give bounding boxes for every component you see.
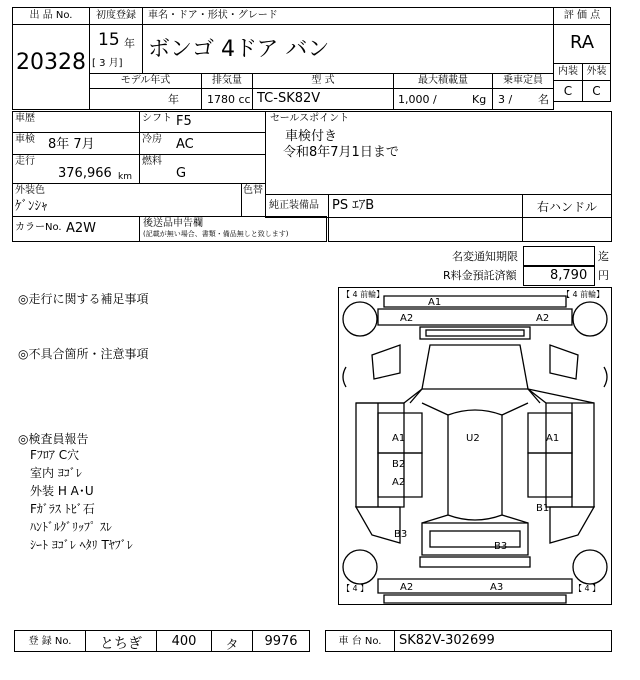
lot-no: 20328 [16, 50, 86, 75]
sales-point-line1: 車検付き [285, 129, 338, 144]
model-label: 型 式 [311, 75, 335, 86]
model-year-unit: 年 [168, 93, 179, 106]
inspector-line: ｼｰﾄ ﾖｺﾞﾚ ﾍﾀﾘ Tﾔﾌﾞﾚ [30, 538, 133, 552]
shift-label: シフト [142, 113, 172, 124]
mark-left-side: A1 [392, 433, 406, 444]
interior-label: 内装 [558, 66, 578, 77]
color-no: A2W [66, 221, 97, 236]
spec-sep-4 [492, 88, 493, 110]
score-label: 評 価 点 [563, 10, 601, 21]
displacement: 1780 cc [207, 93, 251, 106]
sales-point-label: セールスポイント [270, 113, 350, 124]
mark-front-bumper: A1 [428, 297, 442, 308]
capacity-unit: 名 [538, 93, 549, 106]
front-left-corner [372, 345, 400, 379]
exterior-grade: C [592, 84, 601, 98]
capacity-label: 乗車定員 [503, 75, 543, 86]
defects-label: ◎不具合箇所・注意事項 [18, 347, 149, 361]
car-name: ボンゴ 4ドア バン [148, 37, 330, 62]
reg-number: 9976 [264, 634, 298, 649]
handle: 右ハンドル [536, 200, 597, 214]
car-name-label: 車名・ドア・形状・グレード [148, 10, 278, 21]
max-load: 1,000 / [398, 93, 437, 106]
tire-fr-label: 【 4 前輪】 [562, 290, 605, 299]
mileage-unit: km [118, 172, 132, 182]
inspector-line: Fﾌﾛｱ C穴 [30, 448, 80, 462]
tire-rl-label: 【 4 】 [342, 584, 369, 593]
left-body [356, 403, 404, 507]
reg-kana: タ [225, 638, 239, 653]
wheel-rear-right [573, 550, 607, 584]
exterior-color: ｹﾞﾝｼｬ [15, 199, 48, 214]
first-reg-month: [ 3 月] [92, 58, 123, 69]
mark-right-rear-side: B1 [536, 503, 550, 514]
rear-right-quarter [550, 507, 594, 543]
displacement-label: 排気量 [212, 75, 242, 86]
mark-front-left: A2 [400, 313, 414, 324]
fuel: G [176, 166, 187, 181]
mark-left-slide-a: A2 [392, 477, 406, 488]
front-bumper [384, 296, 566, 307]
windshield [422, 345, 528, 389]
color-change-label: 色替 [243, 185, 263, 196]
mark-rear-door: B3 [494, 541, 508, 552]
exterior-color-label: 外装色 [15, 185, 45, 196]
first-reg-label: 初度登録 [96, 10, 136, 21]
capacity: 3 / [498, 93, 513, 106]
name-change-box [523, 246, 595, 266]
mileage: 376,966 [58, 166, 112, 181]
ac: AC [176, 137, 194, 152]
running-notes-label: ◎走行に関する補足事項 [18, 292, 149, 306]
name-change-label: 名変通知期限 [452, 250, 518, 263]
recycle-unit: 円 [598, 269, 609, 282]
inspector-label: ◎検査員報告 [18, 432, 89, 446]
roof [448, 410, 502, 520]
color-no-label: カラーNo. [15, 222, 62, 233]
inspection: 8年 7月 [48, 137, 95, 152]
exterior-label: 外装 [586, 66, 607, 77]
options-blank-1 [328, 217, 523, 242]
mark-left-slide-b: B2 [392, 459, 406, 470]
mark-roof: U2 [466, 433, 480, 444]
mark-front-right: A2 [536, 313, 550, 324]
post-filing-note: (記載が無い場合、書類・備品無しと致します) [143, 230, 289, 238]
wheel-rear-left [343, 550, 377, 584]
reg-class: 400 [171, 634, 197, 649]
right-body [546, 403, 594, 507]
options: PS ｴｱB [332, 198, 375, 213]
reg-pref: とちぎ [100, 636, 142, 652]
lot-label: 出 品 No. [29, 10, 73, 21]
recycle-label: R料金預託済額 [443, 269, 517, 282]
inspection-label: 車検 [15, 134, 35, 145]
history-label: 車歴 [15, 113, 35, 124]
tire-rr-label: 【 4 】 [574, 584, 601, 593]
post-filing-label: 後送品申告欄 [143, 218, 203, 229]
mark-rear-left: A2 [400, 582, 414, 593]
score: RA [569, 32, 595, 53]
options-blank-2 [522, 217, 612, 242]
tire-fl-label: 【 4 前輪】 [342, 290, 385, 299]
wheel-front-right [573, 302, 607, 336]
inspector-line: Fｶﾞﾗｽ ﾄﾋﾞ石 [30, 502, 95, 516]
first-reg-year: 15 [98, 30, 120, 50]
spec-sep-2 [252, 88, 253, 110]
inspector-line: 室内 ﾖｺﾞﾚ [30, 466, 82, 480]
chassis-label: 車 台 No. [338, 636, 382, 647]
inspector-line: 外装 H A･U [30, 484, 94, 498]
model-year-label: モデル年式 [120, 75, 171, 86]
mileage-label: 走行 [15, 156, 35, 167]
reg-label: 登 録 No. [28, 636, 72, 647]
chassis: SK82V-302699 [399, 633, 495, 648]
mark-right-side: A1 [546, 433, 560, 444]
max-load-unit: Kg [472, 93, 487, 106]
wheel-front-left [343, 302, 377, 336]
recycle-value: 8,790 [550, 268, 588, 283]
ac-label: 冷房 [142, 134, 162, 145]
spec-sep-1 [201, 88, 202, 110]
car-diagram [338, 287, 612, 605]
year-unit: 年 [124, 37, 135, 50]
rear-door [422, 523, 528, 555]
fuel-label: 燃料 [142, 156, 162, 167]
front-right-corner [550, 345, 578, 379]
interior-grade: C [563, 84, 573, 98]
name-change-unit: 迄 [598, 250, 609, 263]
mark-left-rear: B3 [394, 529, 408, 540]
inspector-line: ﾊﾝﾄﾞﾙｸﾞﾘｯﾌﾟ ｽﾚ [30, 520, 112, 534]
options-label: 純正装備品 [269, 200, 319, 211]
sales-point-line2: 令和8年7月1日まで [283, 145, 399, 160]
spec-sep-3 [393, 88, 394, 110]
model: TC-SK82V [257, 91, 321, 106]
mark-rear-bumper: A3 [490, 582, 504, 593]
max-load-label: 最大積載量 [418, 75, 468, 86]
shift: F5 [176, 114, 192, 129]
